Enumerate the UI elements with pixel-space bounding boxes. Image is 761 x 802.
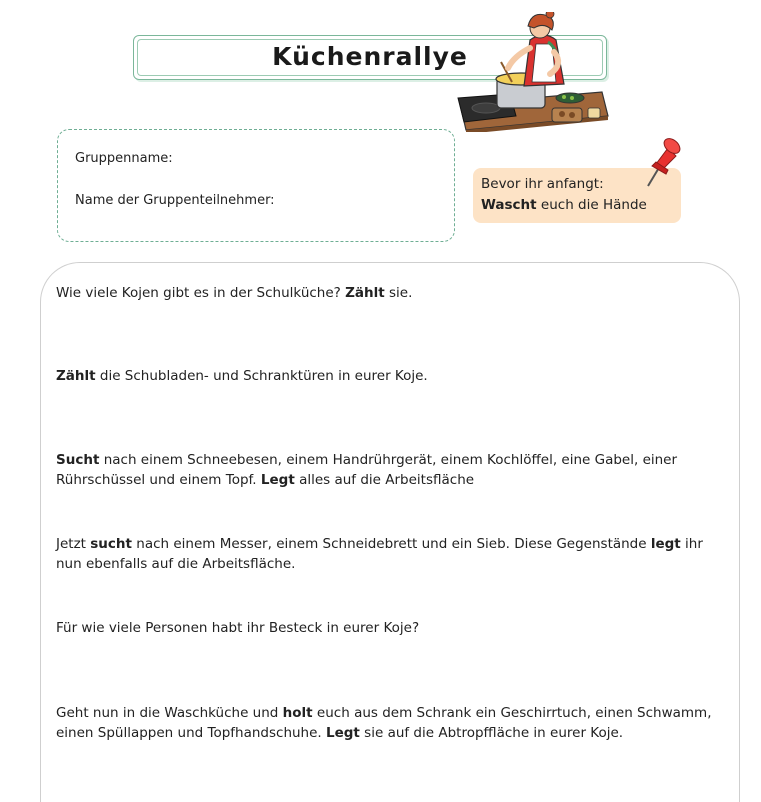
task-item: [56, 703, 726, 743]
note-line-2: [481, 197, 647, 213]
task-item: [56, 534, 726, 574]
task-verb-bold: legt: [650, 536, 681, 552]
task-item: [56, 366, 726, 386]
task-text: die Schubladen- und Schranktüren in eurer Koje.: [95, 368, 428, 384]
task-item: [56, 283, 726, 303]
pushpin-icon: [638, 134, 684, 190]
task-verb-bold: holt: [282, 705, 313, 721]
task-text: Für wie viele Personen habt ihr Besteck in eurer Koje?: [56, 620, 420, 636]
task-verb-bold: Legt: [260, 472, 295, 488]
group-name-label: Gruppenname:: [75, 151, 173, 166]
note-bold-verb: Wascht: [481, 197, 537, 213]
task-verb-bold: Zählt: [56, 368, 96, 384]
task-item: [56, 618, 726, 638]
task-item: [56, 450, 726, 490]
task-text: Geht nun in die Waschküche und: [56, 705, 283, 721]
task-text: ihr nun ebenfalls auf die Arbeitsfläche.: [56, 536, 703, 572]
task-text: nach einem Messer, einem Schneidebrett und ein Sieb. Diese Gegenstände: [131, 536, 651, 552]
task-text: Jetzt: [56, 536, 91, 552]
task-text: sie auf die Abtropffläche in eurer Koje.: [359, 725, 624, 741]
page-title: Küchenrallye: [272, 42, 468, 71]
task-text: euch aus dem Schrank ein Geschirrtuch, einen Schwamm, einen Spüllappen und Topfhandschuhe.: [56, 705, 712, 741]
task-text: Wie viele Kojen gibt es in der Schulküche?: [56, 285, 346, 301]
task-text: alles auf die Arbeitsfläche: [294, 472, 475, 488]
note-line-1: Bevor ihr anfangt:: [481, 176, 604, 192]
task-verb-bold: sucht: [90, 536, 132, 552]
group-info-box: [57, 129, 455, 242]
task-text: nach einem Schneebesen, einem Handrührgerät, einem Kochlöffel, eine Gabel, einer Rührschüssel und einem Topf.: [56, 452, 678, 488]
task-verb-bold: Legt: [326, 725, 360, 741]
group-members-label: Name der Gruppenteilnehmer:: [75, 193, 275, 208]
task-text: sie.: [384, 285, 413, 301]
task-verb-bold: Sucht: [56, 452, 100, 468]
task-verb-bold: Zählt: [345, 285, 385, 301]
cooking-girl-illustration: [452, 12, 612, 132]
note-line-2-rest: euch die Hände: [536, 197, 647, 213]
